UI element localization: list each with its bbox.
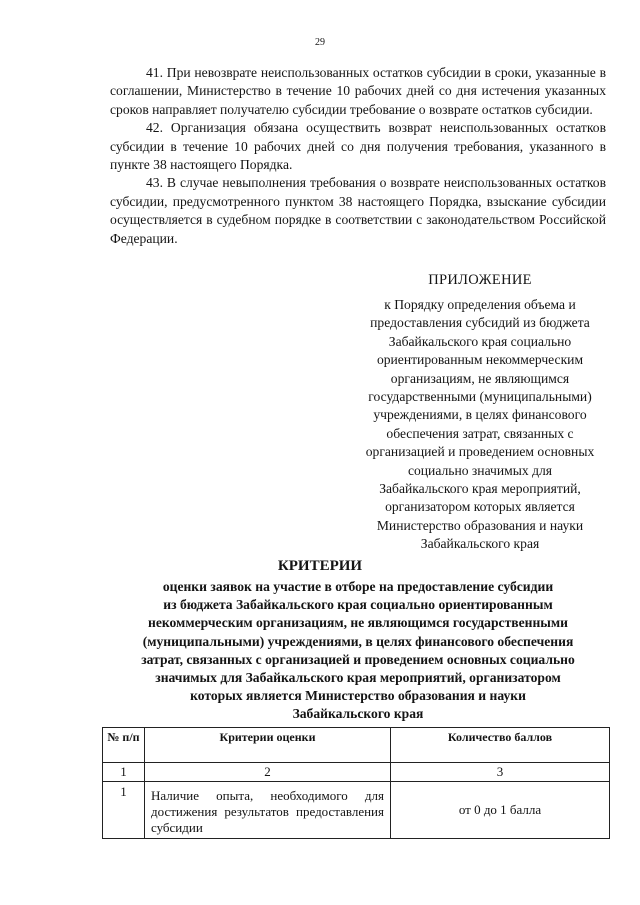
appendix-subtitle-line: организацией и проведением основных: [365, 444, 595, 460]
criteria-subtitle-line: некоммерческим организациям, не являющимся государственными: [148, 615, 568, 631]
header-points: Количество баллов: [391, 728, 610, 763]
table-header-row: [103, 728, 610, 763]
criteria-subtitle-line: затрат, связанных с организацией и проведением основных социально: [141, 651, 575, 667]
criteria-subtitle-line: которых является Министерство образования и науки: [190, 688, 526, 704]
appendix-subtitle-line: предоставления субсидий из бюджета: [370, 315, 590, 331]
paragraph-41: 41. При невозврате неиспользованных остатков субсидии в сроки, указанные в соглашении, Министерство в течение 10 рабочих дней со дня истечения указанных сроков направляет получателю субсидии требование о возврате остатков субсидии.: [110, 65, 606, 117]
appendix-subtitle-line: организатором которых является: [385, 499, 575, 515]
criteria-subtitle-line: Забайкальского края: [292, 706, 424, 722]
row-points: от 0 до 1 балла: [391, 782, 610, 839]
criteria-subtitle: [110, 578, 606, 724]
header-num: № п/п: [103, 728, 145, 763]
row-criterion: Наличие опыта, необходимого для достижения результатов предоставления субсидии: [145, 782, 391, 839]
appendix-subtitle-line: Министерство образования и науки: [376, 517, 584, 533]
criteria-subtitle-line: из бюджета Забайкальского края социально ориентированным: [163, 597, 553, 613]
criteria-subtitle-line: (муниципальными) учреждениями, в целях финансового обеспечения: [142, 633, 574, 649]
paragraph-43: 43. В случае невыполнения требования о возврате неиспользованных остатков субсидии, предусмотренного пунктом 38 настоящего Порядка, взыскание субсидии осуществляется в судебном порядке в соответствии с законодательством Российской Федерации.: [110, 175, 606, 246]
index-cell: 3: [391, 763, 610, 782]
criteria-subtitle-line: оценки заявок на участие в отборе на предоставление субсидии: [162, 579, 554, 594]
criteria-heading: КРИТЕРИИ: [277, 558, 363, 574]
header-criterion: Критерии оценки: [145, 728, 391, 763]
appendix-subtitle-line: учреждениями, в целях финансового: [373, 407, 587, 423]
page-number: 29: [315, 37, 325, 48]
row-num: 1: [103, 782, 145, 839]
index-cell: 1: [103, 763, 145, 782]
appendix-subtitle-line: обеспечения затрат, связанных с: [386, 425, 574, 441]
body-text: [110, 64, 606, 248]
appendix-subtitle-line: Забайкальского края социально: [388, 333, 572, 349]
criteria-subtitle-line: значимых для Забайкальского края мероприятий, организатором: [155, 670, 561, 686]
paragraph-42: 42. Организация обязана осуществить возврат неиспользованных остатков субсидии в течение 10 рабочих дней со дня получения требования, указанного в пункте 38 настоящего Порядка.: [110, 120, 606, 173]
table-row: [103, 782, 610, 839]
appendix-title: ПРИЛОЖЕНИЕ: [428, 272, 532, 288]
appendix-subtitle-line: организациям, не являющимся: [390, 370, 570, 386]
appendix-subtitle-line: к Порядку определения объема и: [384, 297, 576, 312]
criteria-table: [102, 727, 610, 839]
appendix-subtitle-line: Забайкальского края мероприятий,: [379, 481, 581, 497]
appendix-subtitle-line: социально значимых для: [407, 462, 553, 478]
index-cell: 2: [145, 763, 391, 782]
appendix-subtitle-line: государственными (муниципальными): [368, 389, 592, 405]
appendix-subtitle-line: Забайкальского края: [420, 536, 540, 552]
appendix-subtitle: [330, 296, 630, 554]
table-index-row: [103, 763, 610, 782]
appendix-subtitle-line: ориентированным некоммерческим: [376, 352, 584, 368]
